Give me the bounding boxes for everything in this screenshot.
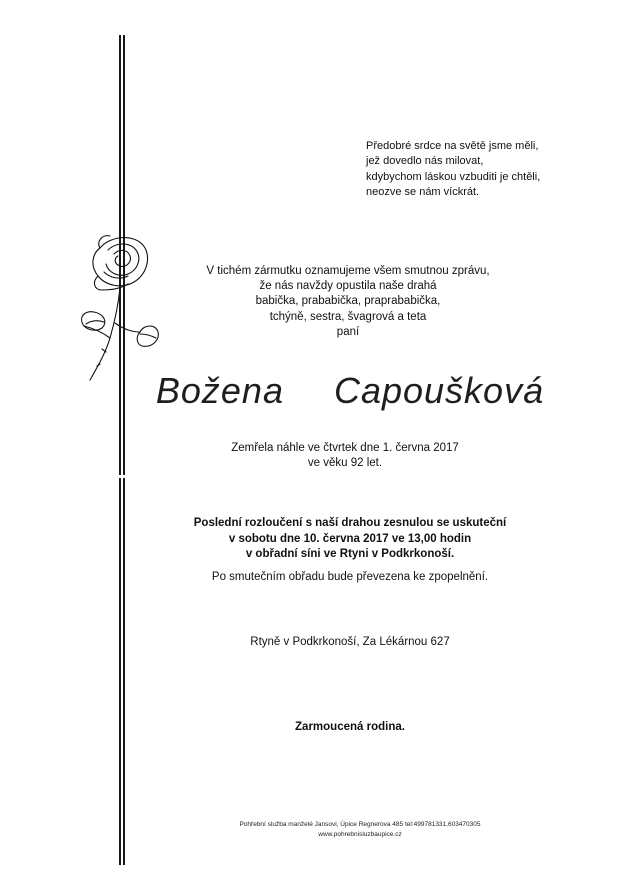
cremation-note: Po smutečním obřadu bude převezena ke zpopelnění. — [211, 571, 489, 583]
funeral-service-footer — [150, 820, 570, 840]
announcement-line: V tichém zármutku oznamujeme všem smutnou zprávu, — [206, 265, 490, 277]
footer-line: Pohřební služba manželé Jansovi, Úpice Regnerova 485 tel:499781331,603470305 — [239, 821, 481, 828]
death-line: Zemřela náhle ve čtvrtek dne 1. června 2017 — [231, 442, 459, 454]
announcement-line: že nás navždy opustila naše drahá — [259, 280, 437, 293]
farewell-line: v obřadní síni ve Rtyni v Podkrkonoší. — [245, 548, 455, 560]
death-info — [190, 441, 500, 471]
announcement-line: babička, prababička, praprababička, — [255, 295, 441, 308]
farewell-line: v sobotu dne 10. června 2017 ve 13,00 hodin — [228, 532, 472, 545]
family-signature: Zarmoucená rodina. — [295, 721, 405, 733]
footer-website: www.pohrebnisluzbaupice.cz — [318, 831, 402, 838]
announcement-line: tchýně, sestra, švagrová a teta — [269, 310, 427, 323]
announcement-text — [178, 264, 518, 340]
farewell-line: Poslední rozloučení s naší drahou zesnulou se uskuteční — [193, 517, 507, 529]
mourning-line-left-lower — [119, 478, 121, 865]
address-text: Rtyně v Podkrkonoší, Za Lékárnou 627 — [250, 636, 450, 648]
rose-icon — [70, 228, 160, 388]
poem-line: kdybychom láskou vzbuditi je chtěli, — [366, 170, 541, 183]
farewell-info — [150, 516, 550, 563]
announcement-line: paní — [336, 325, 360, 338]
memorial-poem — [366, 139, 566, 200]
mourning-line-right-lower — [123, 478, 125, 865]
poem-line: jež dovedlo nás milovat, — [366, 155, 484, 168]
deceased-name: Božena Capoušková — [155, 370, 545, 411]
death-line: ve věku 92 let. — [307, 457, 383, 469]
poem-line: Předobré srdce na světě jsme měli, — [366, 140, 539, 152]
poem-line: neozve se nám víckrát. — [366, 185, 480, 198]
